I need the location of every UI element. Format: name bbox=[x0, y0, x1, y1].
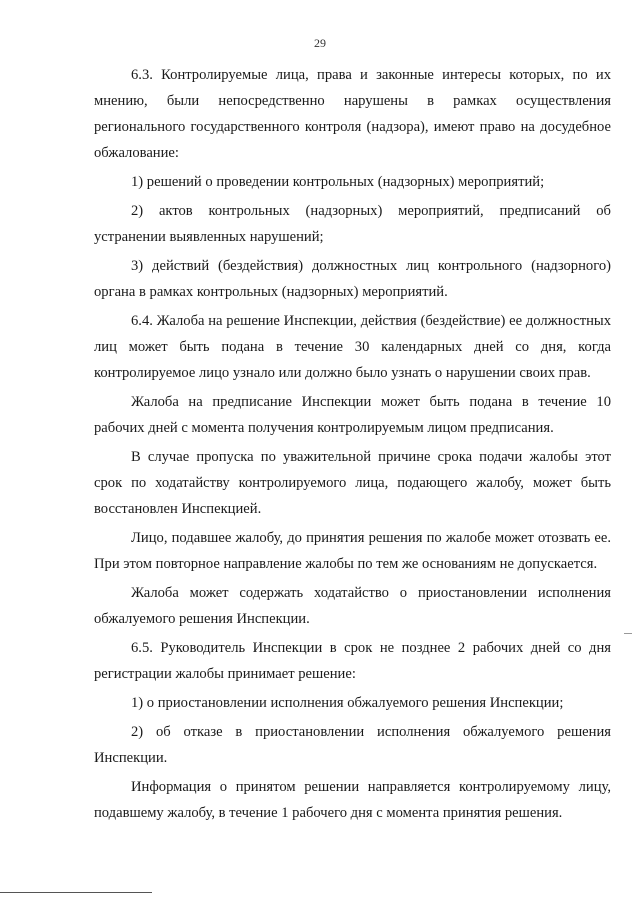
paragraph-item-1-decisions: 1) решений о проведении контрольных (надзорных) мероприятий; bbox=[131, 174, 545, 190]
paragraph-6-5: 6.5. Руководитель Инспекции в срок не позднее 2 рабочих дней со дня регистрации жалобы принимает решение: bbox=[94, 640, 611, 682]
paragraph-item-3-actions: 3) действий (бездействия) должностных лиц контрольного (надзорного) органа в рамках контрольных (надзорных) мероприятий. bbox=[94, 258, 611, 300]
page-number: 29 bbox=[314, 36, 326, 50]
paragraph-decision-refuse: 2) об отказе в приостановлении исполнения обжалуемого решения Инспекции. bbox=[94, 724, 611, 766]
paragraph-6-4: 6.4. Жалоба на решение Инспекции, действия (бездействие) ее должностных лиц может быть подана в течение 30 календарных дней со дня, когда контролируемое лицо узнало или должно было узнать о нарушении своих прав. bbox=[94, 313, 611, 381]
paragraph-complaint-withdrawal: Лицо, подавшее жалобу, до принятия решения по жалобе может отозвать ее. При этом повторное направление жалобы по тем же основаниям не допускается. bbox=[94, 530, 611, 572]
footnote-rule bbox=[0, 892, 152, 893]
paragraph-item-2-acts: 2) актов контрольных (надзорных) мероприятий, предписаний об устранении выявленных нарушений; bbox=[94, 203, 611, 245]
paragraph-suspension-petition: Жалоба может содержать ходатайство о приостановлении исполнения обжалуемого решения Инспекции. bbox=[94, 585, 611, 627]
document-body bbox=[94, 62, 611, 826]
margin-mark bbox=[624, 633, 632, 634]
paragraph-decision-suspend: 1) о приостановлении исполнения обжалуемого решения Инспекции; bbox=[131, 695, 564, 711]
paragraph-deadline-restoration: В случае пропуска по уважительной причине срока подачи жалобы этот срок по ходатайству контролируемого лица, подающего жалобу, может быть восстановлен Инспекцией. bbox=[94, 449, 611, 517]
paragraph-complaint-prescription: Жалоба на предписание Инспекции может быть подана в течение 10 рабочих дней с момента получения контролируемым лицом предписания. bbox=[94, 394, 611, 436]
paragraph-decision-notification: Информация о принятом решении направляется контролируемому лицу, подавшему жалобу, в течение 1 рабочего дня с момента принятия решения. bbox=[94, 779, 611, 821]
paragraph-6-3: 6.3. Контролируемые лица, права и законные интересы которых, по их мнению, были непосредственно нарушены в рамках осуществления регионального государственного контроля (надзора), имеют право на досудебное обжалование: bbox=[94, 67, 611, 161]
